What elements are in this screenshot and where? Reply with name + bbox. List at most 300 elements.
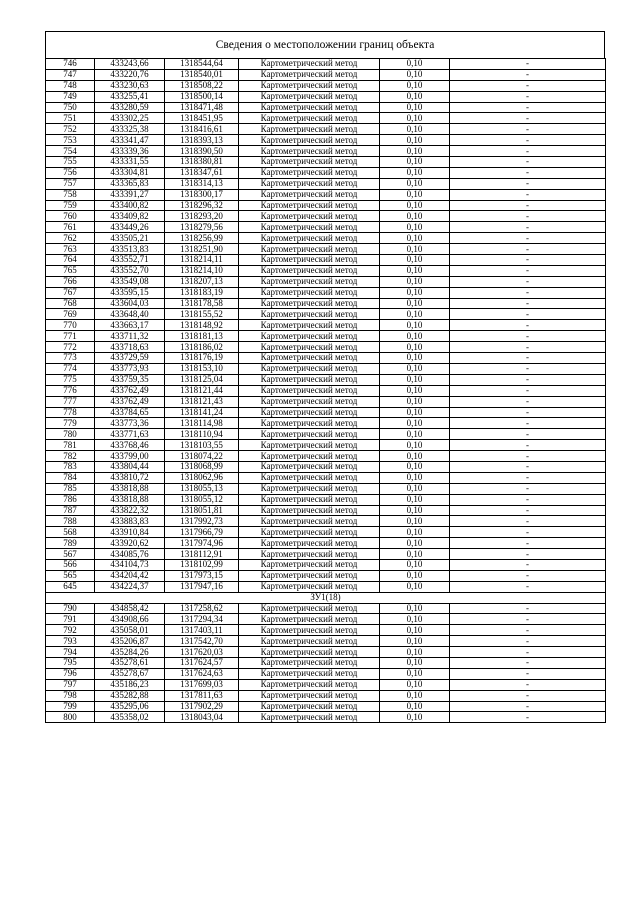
x-coordinate-cell: 433400,82 bbox=[95, 200, 165, 211]
point-number-cell: 645 bbox=[46, 581, 95, 592]
point-number-cell: 567 bbox=[46, 549, 95, 560]
accuracy-cell: 0,10 bbox=[380, 559, 450, 570]
x-coordinate-cell: 433505,21 bbox=[95, 233, 165, 244]
x-coordinate-cell: 433604,03 bbox=[95, 298, 165, 309]
x-coordinate-cell: 433773,93 bbox=[95, 363, 165, 374]
table-row bbox=[46, 200, 606, 211]
description-cell: - bbox=[450, 309, 606, 320]
description-cell: - bbox=[450, 287, 606, 298]
y-coordinate-cell: 1317542,70 bbox=[165, 636, 239, 647]
method-cell: Картометрический метод bbox=[239, 636, 380, 647]
description-cell: - bbox=[450, 429, 606, 440]
x-coordinate-cell: 433220,76 bbox=[95, 69, 165, 80]
y-coordinate-cell: 1318293,20 bbox=[165, 211, 239, 222]
accuracy-cell: 0,10 bbox=[380, 451, 450, 462]
table-row bbox=[46, 102, 606, 113]
method-cell: Картометрический метод bbox=[239, 494, 380, 505]
table-row bbox=[46, 538, 606, 549]
table-row bbox=[46, 505, 606, 516]
x-coordinate-cell: 433810,72 bbox=[95, 472, 165, 483]
description-cell: - bbox=[450, 135, 606, 146]
method-cell: Картометрический метод bbox=[239, 200, 380, 211]
description-cell: - bbox=[450, 701, 606, 712]
accuracy-cell: 0,10 bbox=[380, 59, 450, 70]
y-coordinate-cell: 1317624,57 bbox=[165, 657, 239, 668]
accuracy-cell: 0,10 bbox=[380, 265, 450, 276]
y-coordinate-cell: 1318110,94 bbox=[165, 429, 239, 440]
method-cell: Картометрический метод bbox=[239, 102, 380, 113]
accuracy-cell: 0,10 bbox=[380, 407, 450, 418]
y-coordinate-cell: 1318471,48 bbox=[165, 102, 239, 113]
y-coordinate-cell: 1318279,56 bbox=[165, 222, 239, 233]
x-coordinate-cell: 433595,15 bbox=[95, 287, 165, 298]
point-number-cell: 769 bbox=[46, 309, 95, 320]
table-row bbox=[46, 570, 606, 581]
point-number-cell: 797 bbox=[46, 679, 95, 690]
description-cell: - bbox=[450, 363, 606, 374]
point-number-cell: 788 bbox=[46, 516, 95, 527]
table-row bbox=[46, 516, 606, 527]
x-coordinate-cell: 433718,63 bbox=[95, 342, 165, 353]
point-number-cell: 772 bbox=[46, 342, 95, 353]
description-cell: - bbox=[450, 102, 606, 113]
table-row bbox=[46, 549, 606, 560]
table-row bbox=[46, 559, 606, 570]
accuracy-cell: 0,10 bbox=[380, 516, 450, 527]
description-cell: - bbox=[450, 440, 606, 451]
y-coordinate-cell: 1318051,81 bbox=[165, 505, 239, 516]
method-cell: Картометрический метод bbox=[239, 287, 380, 298]
method-cell: Картометрический метод bbox=[239, 461, 380, 472]
x-coordinate-cell: 433910,84 bbox=[95, 527, 165, 538]
description-cell: - bbox=[450, 298, 606, 309]
description-cell: - bbox=[450, 494, 606, 505]
method-cell: Картометрический метод bbox=[239, 483, 380, 494]
point-number-cell: 762 bbox=[46, 233, 95, 244]
table-row bbox=[46, 146, 606, 157]
table-row bbox=[46, 80, 606, 91]
coordinates-table bbox=[45, 58, 606, 723]
point-number-cell: 771 bbox=[46, 331, 95, 342]
x-coordinate-cell: 434224,37 bbox=[95, 581, 165, 592]
table-row bbox=[46, 342, 606, 353]
method-cell: Картометрический метод bbox=[239, 80, 380, 91]
method-cell: Картометрический метод bbox=[239, 527, 380, 538]
description-cell: - bbox=[450, 668, 606, 679]
method-cell: Картометрический метод bbox=[239, 309, 380, 320]
point-number-cell: 764 bbox=[46, 255, 95, 266]
method-cell: Картометрический метод bbox=[239, 625, 380, 636]
method-cell: Картометрический метод bbox=[239, 135, 380, 146]
y-coordinate-cell: 1317973,15 bbox=[165, 570, 239, 581]
x-coordinate-cell: 435278,67 bbox=[95, 668, 165, 679]
description-cell: - bbox=[450, 636, 606, 647]
method-cell: Картометрический метод bbox=[239, 124, 380, 135]
method-cell: Картометрический метод bbox=[239, 516, 380, 527]
method-cell: Картометрический метод bbox=[239, 211, 380, 222]
accuracy-cell: 0,10 bbox=[380, 690, 450, 701]
method-cell: Картометрический метод bbox=[239, 451, 380, 462]
y-coordinate-cell: 1317811,63 bbox=[165, 690, 239, 701]
accuracy-cell: 0,10 bbox=[380, 178, 450, 189]
method-cell: Картометрический метод bbox=[239, 69, 380, 80]
table-row bbox=[46, 657, 606, 668]
table-row bbox=[46, 396, 606, 407]
y-coordinate-cell: 1318314,13 bbox=[165, 178, 239, 189]
point-number-cell: 759 bbox=[46, 200, 95, 211]
y-coordinate-cell: 1318256,99 bbox=[165, 233, 239, 244]
point-number-cell: 790 bbox=[46, 603, 95, 614]
x-coordinate-cell: 433365,83 bbox=[95, 178, 165, 189]
description-cell: - bbox=[450, 407, 606, 418]
point-number-cell: 748 bbox=[46, 80, 95, 91]
table-row bbox=[46, 59, 606, 70]
table-row bbox=[46, 353, 606, 364]
description-cell: - bbox=[450, 559, 606, 570]
point-number-cell: 755 bbox=[46, 157, 95, 168]
accuracy-cell: 0,10 bbox=[380, 80, 450, 91]
y-coordinate-cell: 1318155,52 bbox=[165, 309, 239, 320]
method-cell: Картометрический метод bbox=[239, 538, 380, 549]
point-number-cell: 767 bbox=[46, 287, 95, 298]
y-coordinate-cell: 1318043,04 bbox=[165, 712, 239, 723]
accuracy-cell: 0,10 bbox=[380, 679, 450, 690]
method-cell: Картометрический метод bbox=[239, 385, 380, 396]
description-cell: - bbox=[450, 178, 606, 189]
point-number-cell: 793 bbox=[46, 636, 95, 647]
description-cell: - bbox=[450, 647, 606, 658]
accuracy-cell: 0,10 bbox=[380, 200, 450, 211]
document-title: Сведения о местоположении границ объекта bbox=[45, 31, 605, 59]
point-number-cell: 775 bbox=[46, 374, 95, 385]
accuracy-cell: 0,10 bbox=[380, 668, 450, 679]
point-number-cell: 756 bbox=[46, 167, 95, 178]
accuracy-cell: 0,10 bbox=[380, 614, 450, 625]
table-row bbox=[46, 276, 606, 287]
x-coordinate-cell: 433648,40 bbox=[95, 309, 165, 320]
accuracy-cell: 0,10 bbox=[380, 636, 450, 647]
y-coordinate-cell: 1318141,24 bbox=[165, 407, 239, 418]
y-coordinate-cell: 1318416,61 bbox=[165, 124, 239, 135]
y-coordinate-cell: 1318544,64 bbox=[165, 59, 239, 70]
point-number-cell: 785 bbox=[46, 483, 95, 494]
table-row bbox=[46, 363, 606, 374]
x-coordinate-cell: 433325,38 bbox=[95, 124, 165, 135]
x-coordinate-cell: 434085,76 bbox=[95, 549, 165, 560]
y-coordinate-cell: 1318251,90 bbox=[165, 244, 239, 255]
table-row bbox=[46, 113, 606, 124]
y-coordinate-cell: 1318451,95 bbox=[165, 113, 239, 124]
table-row bbox=[46, 461, 606, 472]
y-coordinate-cell: 1318300,17 bbox=[165, 189, 239, 200]
method-cell: Картометрический метод bbox=[239, 91, 380, 102]
y-coordinate-cell: 1317258,62 bbox=[165, 603, 239, 614]
point-number-cell: 789 bbox=[46, 538, 95, 549]
table-row bbox=[46, 625, 606, 636]
description-cell: - bbox=[450, 342, 606, 353]
method-cell: Картометрический метод bbox=[239, 298, 380, 309]
table-row bbox=[46, 668, 606, 679]
description-cell: - bbox=[450, 657, 606, 668]
y-coordinate-cell: 1318068,99 bbox=[165, 461, 239, 472]
table-row bbox=[46, 429, 606, 440]
x-coordinate-cell: 433230,63 bbox=[95, 80, 165, 91]
x-coordinate-cell: 433818,88 bbox=[95, 494, 165, 505]
x-coordinate-cell: 433822,32 bbox=[95, 505, 165, 516]
method-cell: Картометрический метод bbox=[239, 363, 380, 374]
point-number-cell: 752 bbox=[46, 124, 95, 135]
table-row bbox=[46, 309, 606, 320]
x-coordinate-cell: 433818,88 bbox=[95, 483, 165, 494]
accuracy-cell: 0,10 bbox=[380, 570, 450, 581]
description-cell: - bbox=[450, 265, 606, 276]
x-coordinate-cell: 433883,83 bbox=[95, 516, 165, 527]
description-cell: - bbox=[450, 712, 606, 723]
accuracy-cell: 0,10 bbox=[380, 418, 450, 429]
method-cell: Картометрический метод bbox=[239, 549, 380, 560]
x-coordinate-cell: 433341,47 bbox=[95, 135, 165, 146]
table-row bbox=[46, 331, 606, 342]
description-cell: - bbox=[450, 418, 606, 429]
table-row bbox=[46, 472, 606, 483]
accuracy-cell: 0,10 bbox=[380, 342, 450, 353]
x-coordinate-cell: 433549,08 bbox=[95, 276, 165, 287]
x-coordinate-cell: 433302,25 bbox=[95, 113, 165, 124]
accuracy-cell: 0,10 bbox=[380, 461, 450, 472]
accuracy-cell: 0,10 bbox=[380, 189, 450, 200]
y-coordinate-cell: 1317992,73 bbox=[165, 516, 239, 527]
description-cell: - bbox=[450, 679, 606, 690]
method-cell: Картометрический метод bbox=[239, 320, 380, 331]
accuracy-cell: 0,10 bbox=[380, 701, 450, 712]
section-label: ЗУ1(18) bbox=[46, 592, 606, 603]
accuracy-cell: 0,10 bbox=[380, 167, 450, 178]
section-header bbox=[46, 592, 606, 603]
accuracy-cell: 0,10 bbox=[380, 113, 450, 124]
method-cell: Картометрический метод bbox=[239, 603, 380, 614]
table-row bbox=[46, 636, 606, 647]
y-coordinate-cell: 1318181,13 bbox=[165, 331, 239, 342]
description-cell: - bbox=[450, 189, 606, 200]
description-cell: - bbox=[450, 505, 606, 516]
x-coordinate-cell: 435278,61 bbox=[95, 657, 165, 668]
accuracy-cell: 0,10 bbox=[380, 157, 450, 168]
accuracy-cell: 0,10 bbox=[380, 244, 450, 255]
point-number-cell: 768 bbox=[46, 298, 95, 309]
y-coordinate-cell: 1318380,81 bbox=[165, 157, 239, 168]
accuracy-cell: 0,10 bbox=[380, 538, 450, 549]
table-row bbox=[46, 167, 606, 178]
method-cell: Картометрический метод bbox=[239, 657, 380, 668]
x-coordinate-cell: 433243,66 bbox=[95, 59, 165, 70]
point-number-cell: 765 bbox=[46, 265, 95, 276]
method-cell: Картометрический метод bbox=[239, 146, 380, 157]
point-number-cell: 792 bbox=[46, 625, 95, 636]
point-number-cell: 773 bbox=[46, 353, 95, 364]
description-cell: - bbox=[450, 451, 606, 462]
method-cell: Картометрический метод bbox=[239, 418, 380, 429]
point-number-cell: 800 bbox=[46, 712, 95, 723]
accuracy-cell: 0,10 bbox=[380, 309, 450, 320]
table-row bbox=[46, 178, 606, 189]
method-cell: Картометрический метод bbox=[239, 668, 380, 679]
method-cell: Картометрический метод bbox=[239, 233, 380, 244]
accuracy-cell: 0,10 bbox=[380, 603, 450, 614]
table-row bbox=[46, 189, 606, 200]
y-coordinate-cell: 1317966,79 bbox=[165, 527, 239, 538]
description-cell: - bbox=[450, 690, 606, 701]
point-number-cell: 776 bbox=[46, 385, 95, 396]
table-row bbox=[46, 647, 606, 658]
description-cell: - bbox=[450, 581, 606, 592]
table-row bbox=[46, 385, 606, 396]
point-number-cell: 566 bbox=[46, 559, 95, 570]
point-number-cell: 760 bbox=[46, 211, 95, 222]
accuracy-cell: 0,10 bbox=[380, 320, 450, 331]
method-cell: Картометрический метод bbox=[239, 59, 380, 70]
accuracy-cell: 0,10 bbox=[380, 396, 450, 407]
table-row bbox=[46, 483, 606, 494]
x-coordinate-cell: 433513,83 bbox=[95, 244, 165, 255]
y-coordinate-cell: 1318214,11 bbox=[165, 255, 239, 266]
y-coordinate-cell: 1318540,01 bbox=[165, 69, 239, 80]
method-cell: Картометрический метод bbox=[239, 276, 380, 287]
x-coordinate-cell: 433663,17 bbox=[95, 320, 165, 331]
x-coordinate-cell: 433771,63 bbox=[95, 429, 165, 440]
method-cell: Картометрический метод bbox=[239, 396, 380, 407]
point-number-cell: 787 bbox=[46, 505, 95, 516]
table-row bbox=[46, 374, 606, 385]
point-number-cell: 778 bbox=[46, 407, 95, 418]
x-coordinate-cell: 433759,35 bbox=[95, 374, 165, 385]
accuracy-cell: 0,10 bbox=[380, 211, 450, 222]
x-coordinate-cell: 433762,49 bbox=[95, 396, 165, 407]
x-coordinate-cell: 434204,42 bbox=[95, 570, 165, 581]
method-cell: Картометрический метод bbox=[239, 113, 380, 124]
accuracy-cell: 0,10 bbox=[380, 276, 450, 287]
accuracy-cell: 0,10 bbox=[380, 647, 450, 658]
y-coordinate-cell: 1318125,04 bbox=[165, 374, 239, 385]
x-coordinate-cell: 433784,65 bbox=[95, 407, 165, 418]
method-cell: Картометрический метод bbox=[239, 265, 380, 276]
description-cell: - bbox=[450, 570, 606, 581]
method-cell: Картометрический метод bbox=[239, 440, 380, 451]
accuracy-cell: 0,10 bbox=[380, 353, 450, 364]
table-row bbox=[46, 233, 606, 244]
method-cell: Картометрический метод bbox=[239, 614, 380, 625]
point-number-cell: 754 bbox=[46, 146, 95, 157]
table-row bbox=[46, 255, 606, 266]
x-coordinate-cell: 433449,26 bbox=[95, 222, 165, 233]
table-row bbox=[46, 527, 606, 538]
x-coordinate-cell: 433762,49 bbox=[95, 385, 165, 396]
y-coordinate-cell: 1318121,43 bbox=[165, 396, 239, 407]
table-row bbox=[46, 440, 606, 451]
description-cell: - bbox=[450, 549, 606, 560]
description-cell: - bbox=[450, 385, 606, 396]
description-cell: - bbox=[450, 113, 606, 124]
accuracy-cell: 0,10 bbox=[380, 549, 450, 560]
method-cell: Картометрический метод bbox=[239, 690, 380, 701]
description-cell: - bbox=[450, 527, 606, 538]
table-row bbox=[46, 418, 606, 429]
y-coordinate-cell: 1318207,13 bbox=[165, 276, 239, 287]
method-cell: Картометрический метод bbox=[239, 701, 380, 712]
point-number-cell: 763 bbox=[46, 244, 95, 255]
description-cell: - bbox=[450, 614, 606, 625]
table-row bbox=[46, 222, 606, 233]
x-coordinate-cell: 433255,41 bbox=[95, 91, 165, 102]
table-row bbox=[46, 135, 606, 146]
table-row bbox=[46, 494, 606, 505]
accuracy-cell: 0,10 bbox=[380, 581, 450, 592]
x-coordinate-cell: 434858,42 bbox=[95, 603, 165, 614]
y-coordinate-cell: 1318390,50 bbox=[165, 146, 239, 157]
accuracy-cell: 0,10 bbox=[380, 625, 450, 636]
accuracy-cell: 0,10 bbox=[380, 233, 450, 244]
y-coordinate-cell: 1318176,19 bbox=[165, 353, 239, 364]
method-cell: Картометрический метод bbox=[239, 647, 380, 658]
description-cell: - bbox=[450, 353, 606, 364]
method-cell: Картометрический метод bbox=[239, 222, 380, 233]
point-number-cell: 796 bbox=[46, 668, 95, 679]
x-coordinate-cell: 433280,59 bbox=[95, 102, 165, 113]
table-row bbox=[46, 407, 606, 418]
method-cell: Картометрический метод bbox=[239, 255, 380, 266]
accuracy-cell: 0,10 bbox=[380, 712, 450, 723]
x-coordinate-cell: 435295,06 bbox=[95, 701, 165, 712]
description-cell: - bbox=[450, 69, 606, 80]
accuracy-cell: 0,10 bbox=[380, 483, 450, 494]
y-coordinate-cell: 1318500,14 bbox=[165, 91, 239, 102]
section-row bbox=[46, 592, 606, 603]
method-cell: Картометрический метод bbox=[239, 167, 380, 178]
method-cell: Картометрический метод bbox=[239, 178, 380, 189]
x-coordinate-cell: 435186,23 bbox=[95, 679, 165, 690]
accuracy-cell: 0,10 bbox=[380, 255, 450, 266]
point-number-cell: 750 bbox=[46, 102, 95, 113]
x-coordinate-cell: 433729,59 bbox=[95, 353, 165, 364]
description-cell: - bbox=[450, 244, 606, 255]
coordinates-table-body-main bbox=[46, 59, 606, 593]
point-number-cell: 783 bbox=[46, 461, 95, 472]
point-number-cell: 751 bbox=[46, 113, 95, 124]
y-coordinate-cell: 1318102,99 bbox=[165, 559, 239, 570]
y-coordinate-cell: 1317403,11 bbox=[165, 625, 239, 636]
description-cell: - bbox=[450, 167, 606, 178]
table-row bbox=[46, 614, 606, 625]
description-cell: - bbox=[450, 124, 606, 135]
y-coordinate-cell: 1318055,13 bbox=[165, 483, 239, 494]
accuracy-cell: 0,10 bbox=[380, 494, 450, 505]
x-coordinate-cell: 434908,66 bbox=[95, 614, 165, 625]
point-number-cell: 761 bbox=[46, 222, 95, 233]
description-cell: - bbox=[450, 59, 606, 70]
table-row bbox=[46, 265, 606, 276]
table-row bbox=[46, 69, 606, 80]
y-coordinate-cell: 1318062,96 bbox=[165, 472, 239, 483]
accuracy-cell: 0,10 bbox=[380, 657, 450, 668]
point-number-cell: 777 bbox=[46, 396, 95, 407]
accuracy-cell: 0,10 bbox=[380, 91, 450, 102]
point-number-cell: 568 bbox=[46, 527, 95, 538]
boundary-document bbox=[45, 31, 605, 723]
accuracy-cell: 0,10 bbox=[380, 135, 450, 146]
description-cell: - bbox=[450, 146, 606, 157]
y-coordinate-cell: 1317947,16 bbox=[165, 581, 239, 592]
method-cell: Картометрический метод bbox=[239, 581, 380, 592]
y-coordinate-cell: 1318114,98 bbox=[165, 418, 239, 429]
